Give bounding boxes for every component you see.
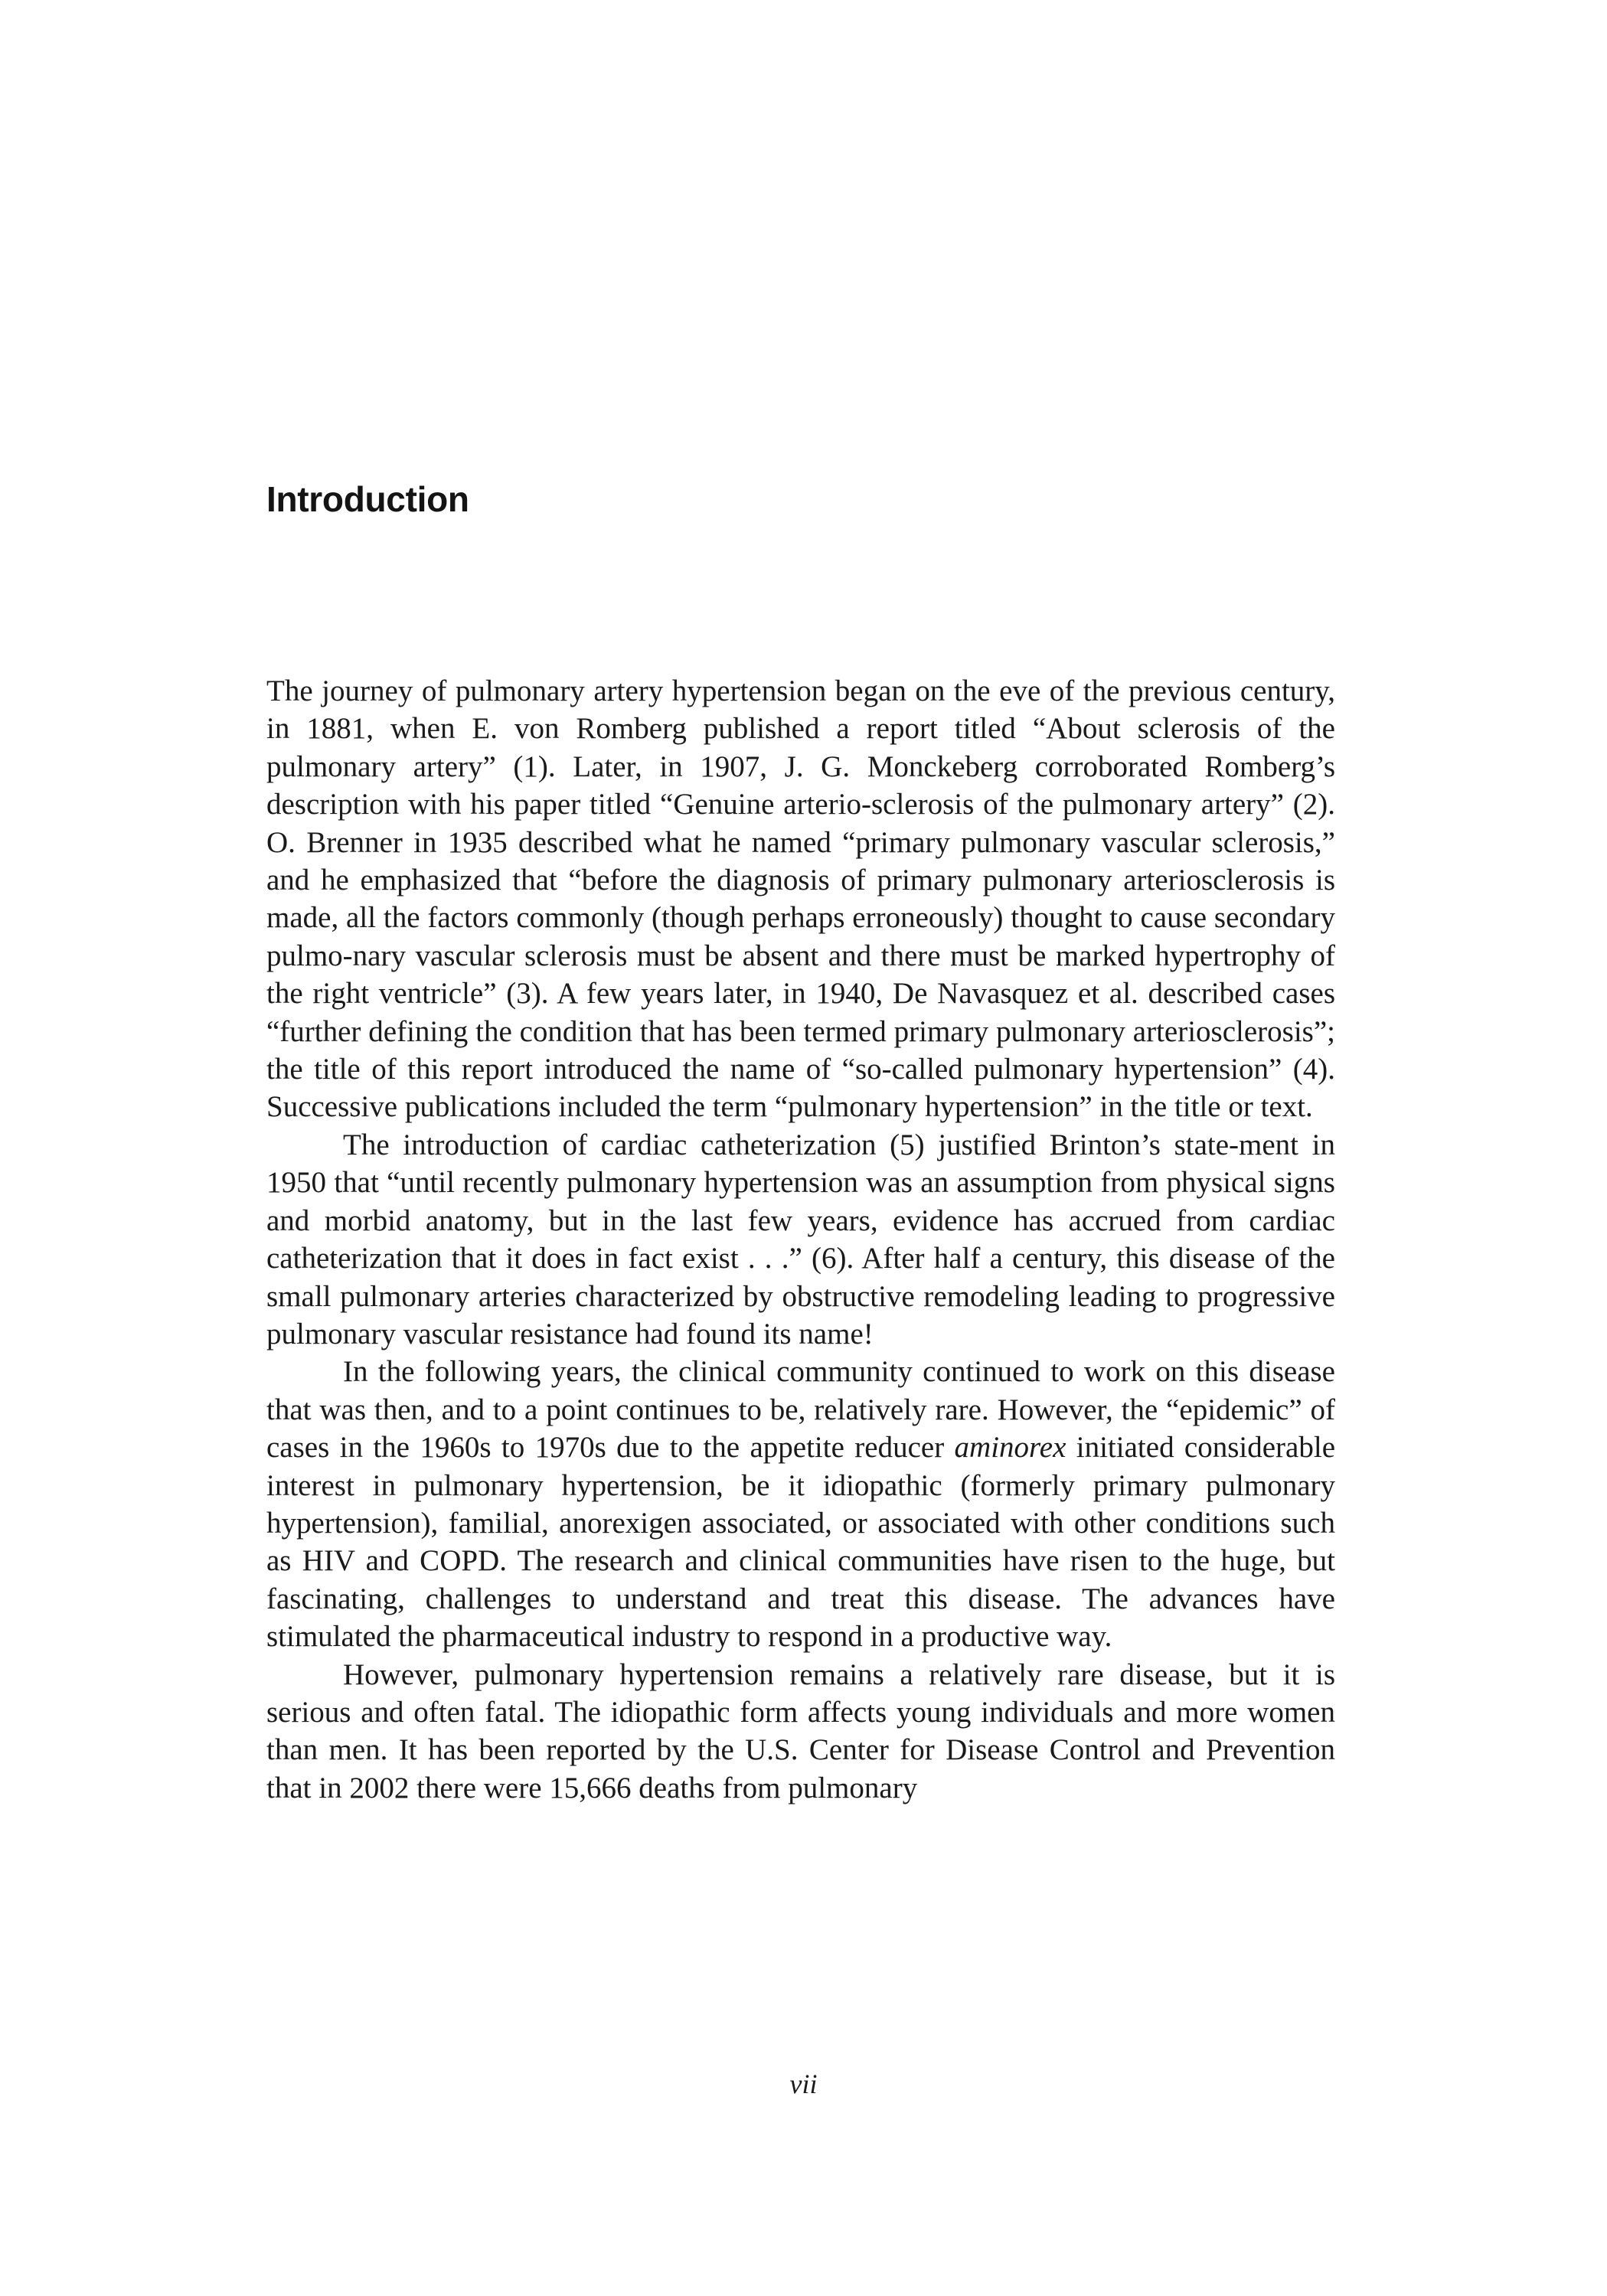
paragraph-2: The introduction of cardiac catheterization (5) justified Brinton’s state-ment in 1950 that “until recently pulmonary hypertension was an assumption from physical signs and morbid anatomy, but in the last few years, evidence has accrued from cardiac catheterization that it does in fact exist . . .” (6). After half a century, this disease of the small pulmonary arteries characterized by obstructive remodeling leading to progressive pulmonary vascular resistance had found its name! bbox=[266, 1128, 1335, 1350]
paragraph-3-emphasis: aminorex bbox=[954, 1431, 1066, 1465]
paragraph-3-text-after: initiated considerable interest in pulmonary hypertension, be it idiopathic (formerly primary pulmonary hypertension), familial, anorexigen associated, or associated with other conditions such as HIV and COPD. The research and clinical communities have risen to the huge, but fascinating, challenges to understand and treat this disease. The advances have stimulated the pharmaceutical industry to respond in a productive way. bbox=[266, 1431, 1335, 1654]
paragraph-4: However, pulmonary hypertension remains a relatively rare disease, but it is serious and often fatal. The idiopathic form affects young individuals and more women than men. It has been reported by the U.S. Center for Disease Control and Prevention that in 2002 there were 15,666 deaths from pulmonary bbox=[266, 1657, 1335, 1804]
paragraph-3 bbox=[266, 1353, 1335, 1655]
paragraph-1: The journey of pulmonary artery hypertension began on the eve of the previous century, in 1881, when E. von Romberg published a report titled “About sclerosis of the pulmonary artery” (1). Later, in 1907, J. G. Monckeberg corroborated Romberg’s description with his paper titled “Genuine arterio-sclerosis of the pulmonary artery” (2). O. Brenner in 1935 described what he named “primary pulmonary vascular sclerosis,” and he emphasized that “before the diagnosis of primary pulmonary arteriosclerosis is made, all the factors commonly (though perhaps erroneously) thought to cause secondary pulmo-nary vascular sclerosis must be absent and there must be marked hypertrophy of the right ventricle” (3). A few years later, in 1940, De Navasquez et al. described cases “further defining the condition that has been termed primary pulmonary arteriosclerosis”; the title of this report introduced the name of “so-called pulmonary hypertension” (4). Successive publications included the term “pulmonary hypertension” in the title or text. bbox=[266, 674, 1335, 1124]
chapter-heading: Introduction bbox=[266, 479, 469, 519]
body-text bbox=[266, 672, 1335, 1807]
paragraph-3-text-before: In the following years, the clinical community continued to work on this disease that was then, and to a point continues to be, relatively rare. However, the “epidemic” of cases in the 1960s to 1970s due to the appetite reducer bbox=[266, 1355, 1335, 1465]
page-number: vii bbox=[789, 2069, 818, 2099]
